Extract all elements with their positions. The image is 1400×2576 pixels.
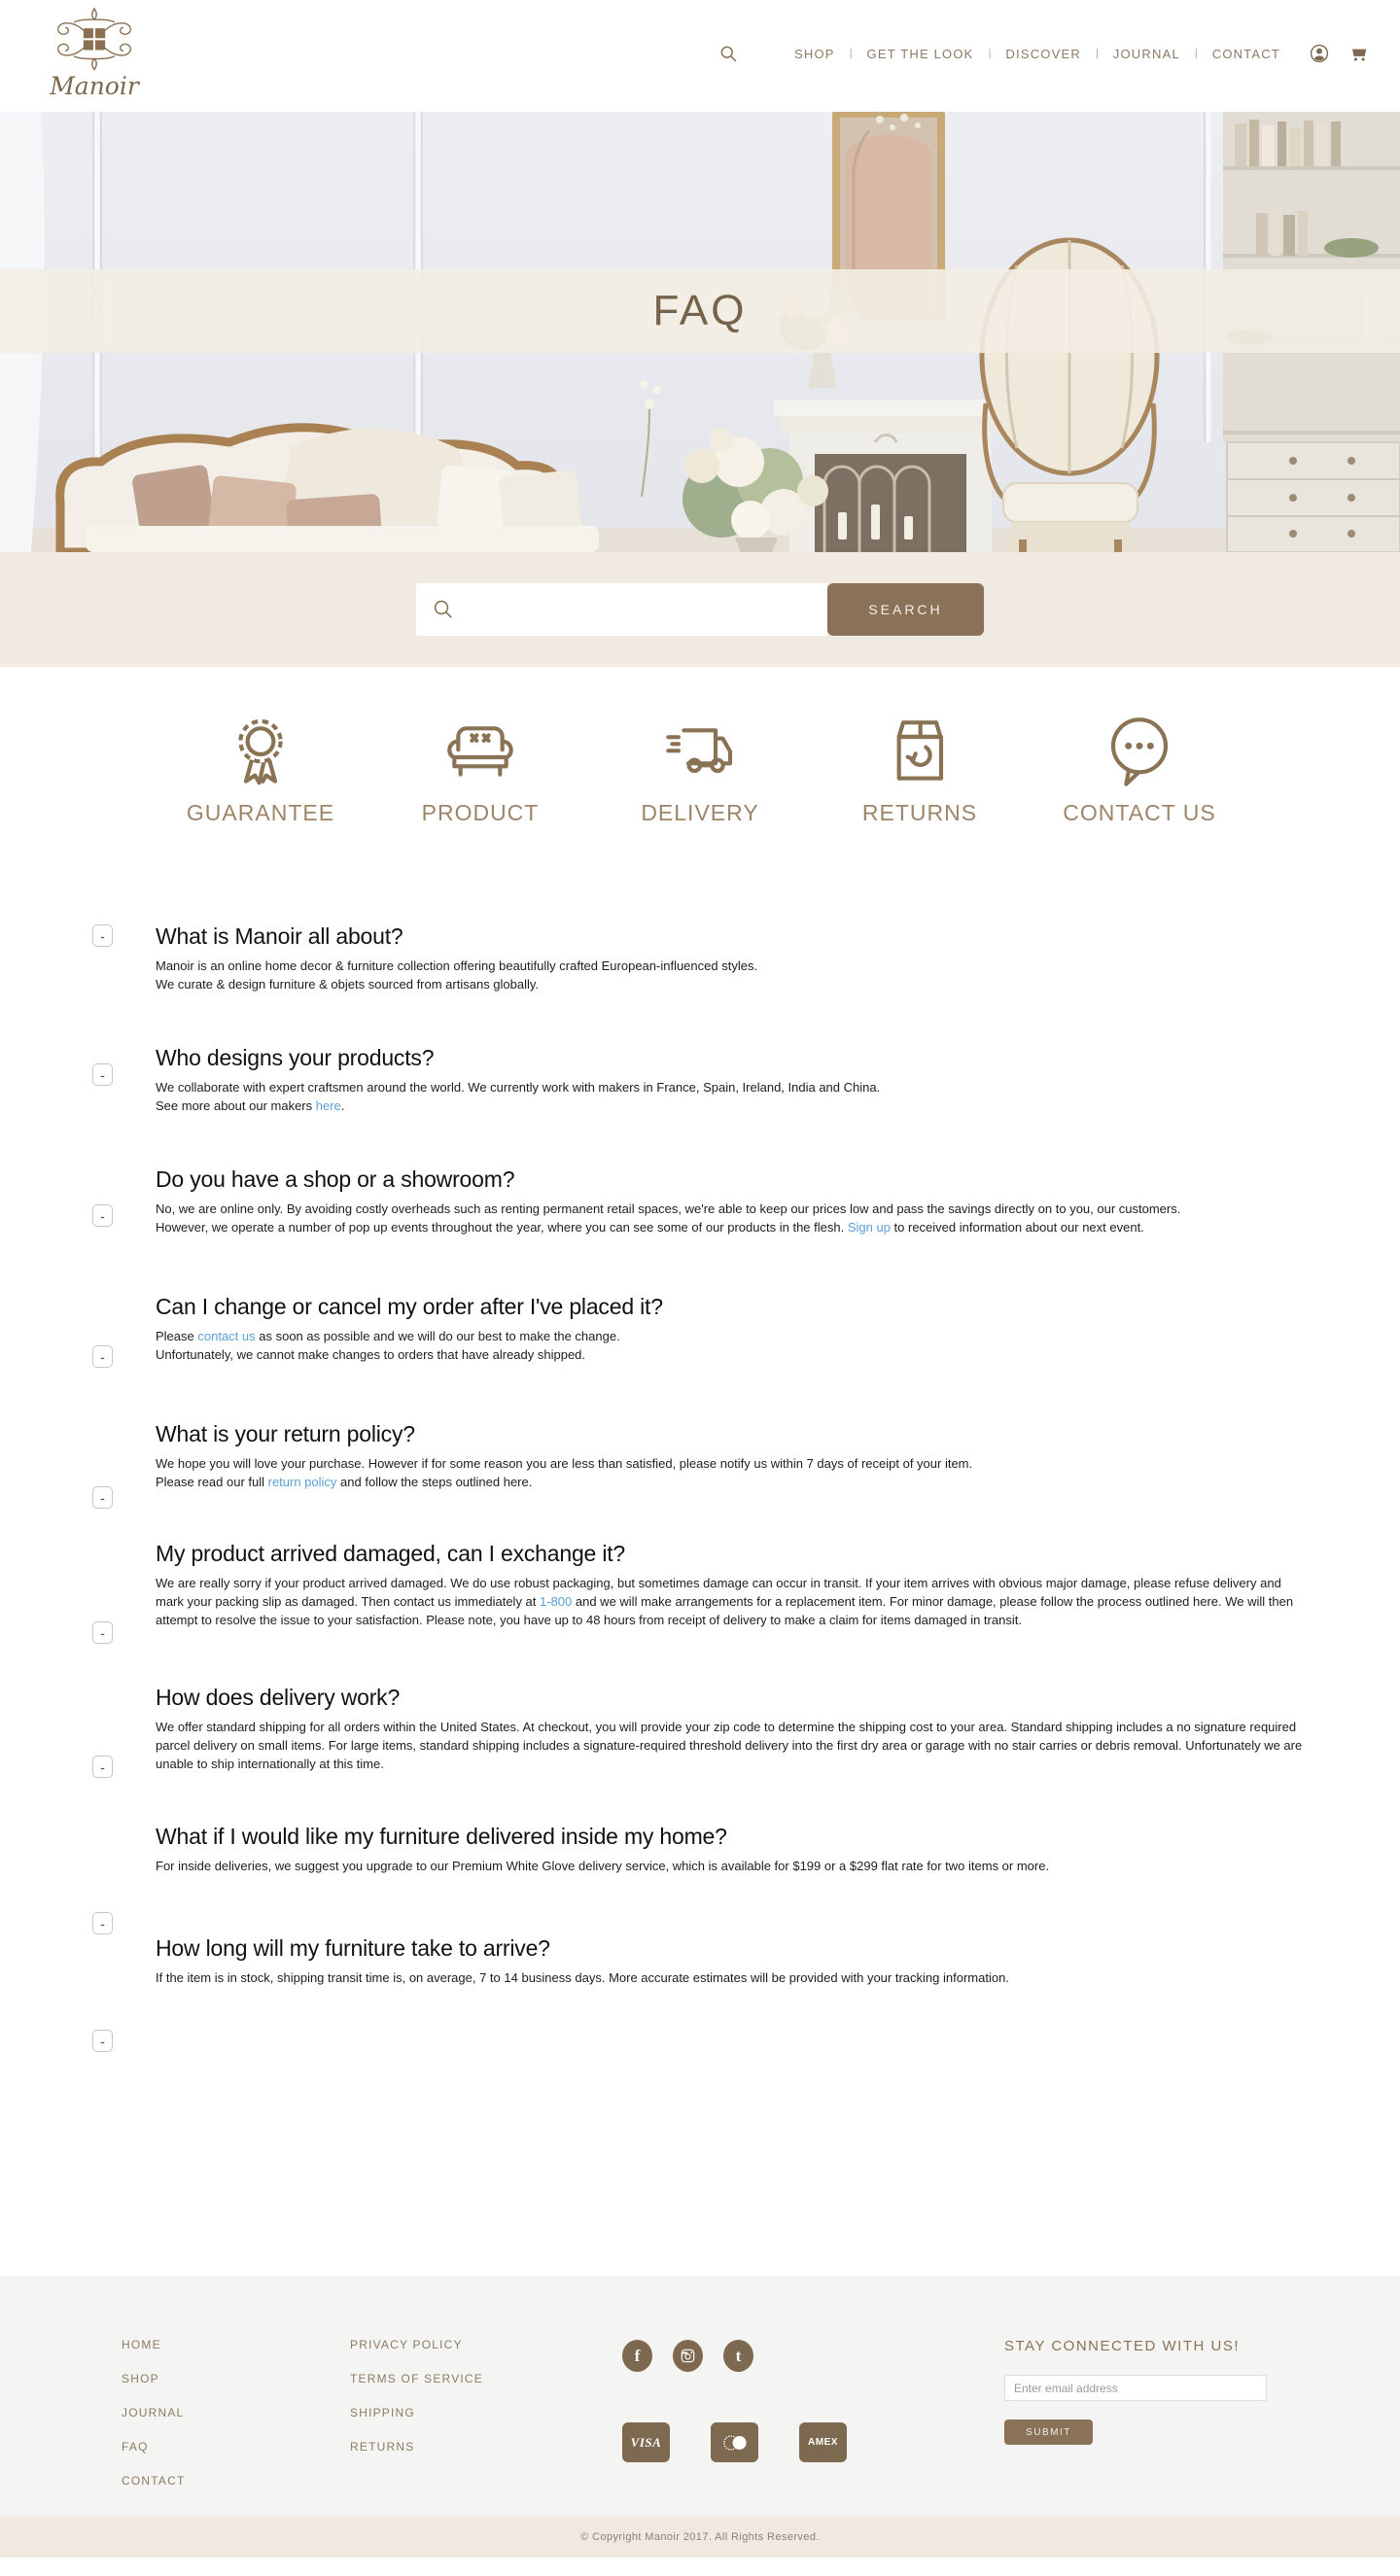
faq-toggle-button[interactable]: - xyxy=(92,1486,113,1509)
faq-item xyxy=(92,1293,1312,1364)
faq-answer-text: We are really sorry if your product arrived damaged. We do use robust packaging, but sometimes damage can occur in transit. If your item arrives with obvious major damage, please refuse delivery and mark your packing slip as damaged. Then contact us immediately at xyxy=(156,1576,1281,1609)
search-button[interactable]: SEARCH xyxy=(827,583,984,636)
footer-link-shipping[interactable]: SHIPPING xyxy=(350,2406,415,2419)
faq-item xyxy=(92,1540,1312,1641)
faq-answer-text: For inside deliveries, we suggest you upgrade to our Premium White Glove delivery service, which is available for $199 or a $299 flat rate for two items or more. xyxy=(156,1859,1050,1873)
faq-search-section xyxy=(0,552,1400,667)
faq-answer-text: We curate & design furniture & objets sourced from artisans globally. xyxy=(156,977,540,992)
hero-title-band xyxy=(0,269,1400,353)
faq-item xyxy=(92,1684,1312,1773)
category-label: RETURNS xyxy=(861,800,978,825)
faq-answer-text: as soon as possible and we will do our best to make the change. xyxy=(255,1329,620,1343)
return-box-icon xyxy=(881,712,959,789)
payment-row xyxy=(622,2422,943,2462)
faq-search-input[interactable] xyxy=(455,583,827,636)
faq-question: Do you have a shop or a showroom? xyxy=(156,1166,515,1192)
faq-answer-text: We collaborate with expert craftsmen around the world. We currently work with makers in France, Spain, Ireland, India and China. xyxy=(156,1080,881,1095)
newsletter-email-input[interactable] xyxy=(1004,2375,1267,2401)
faq-question: My product arrived damaged, can I exchange it? xyxy=(156,1541,626,1566)
faq-answer-text: Manoir is an online home decor & furniture collection offering beautifully crafted European-influenced styles. xyxy=(156,958,758,973)
faq-toggle-button[interactable]: - xyxy=(92,1063,113,1086)
faq-question: What if I would like my furniture delivered inside my home? xyxy=(156,1824,727,1849)
faq-toggle-button[interactable]: - xyxy=(92,1621,113,1644)
footer-links-secondary xyxy=(350,2338,622,2517)
sofa-icon xyxy=(441,712,519,789)
hero-banner xyxy=(0,112,1400,552)
footer-link-home[interactable]: HOME xyxy=(122,2338,161,2351)
faq-toggle-button[interactable]: - xyxy=(92,924,113,947)
visa-badge: VISA xyxy=(622,2422,670,2462)
newsletter-submit-button[interactable]: SUBMIT xyxy=(1004,2419,1093,2445)
faq-toggle-button[interactable]: - xyxy=(92,1912,113,1934)
site-footer xyxy=(0,2276,1400,2517)
mastercard-badge xyxy=(711,2422,758,2462)
faq-question: What is your return policy? xyxy=(156,1421,415,1446)
category-label: GUARANTEE xyxy=(186,800,335,825)
social-row xyxy=(622,2340,943,2372)
faq-item xyxy=(92,1044,1312,1115)
brand-logo[interactable] xyxy=(46,6,143,100)
nav-separator: | xyxy=(1095,48,1099,59)
faq-answer-text: Please read our full xyxy=(156,1475,268,1489)
category-label: DELIVERY xyxy=(641,800,759,825)
main-nav xyxy=(718,43,1369,64)
faq-answer-text: Unfortunately, we cannot make changes to orders that have already shipped. xyxy=(156,1347,586,1362)
category-item-contact-us[interactable] xyxy=(1030,712,1249,852)
account-icon[interactable] xyxy=(1309,43,1330,64)
footer-link-contact[interactable]: CONTACT xyxy=(122,2474,186,2488)
faq-inline-link[interactable]: contact us xyxy=(197,1329,256,1343)
faq-toggle-button[interactable]: - xyxy=(92,2030,113,2052)
faq-inline-link[interactable]: here xyxy=(315,1098,341,1113)
faq-toggle-button[interactable]: - xyxy=(92,1756,113,1778)
faq-inline-link[interactable]: 1-800 xyxy=(540,1594,573,1609)
faq-answer xyxy=(156,1454,1312,1491)
category-item-returns[interactable] xyxy=(810,712,1030,852)
footer-link-terms-of-service[interactable]: TERMS OF SERVICE xyxy=(350,2372,483,2385)
faq-question: How does delivery work? xyxy=(156,1685,401,1710)
search-icon[interactable] xyxy=(718,44,739,64)
faq-answer xyxy=(156,1857,1312,1875)
faq-inline-link[interactable]: Sign up xyxy=(847,1220,891,1235)
faq-item xyxy=(92,1823,1312,1932)
nav-link-get-the-look[interactable]: GET THE LOOK xyxy=(866,46,974,61)
faq-answer xyxy=(156,957,1312,993)
nav-link-journal[interactable]: JOURNAL xyxy=(1112,46,1180,61)
footer-link-privacy-policy[interactable]: PRIVACY POLICY xyxy=(350,2338,463,2351)
faq-answer-text: We hope you will love your purchase. However if for some reason you are less than satisfied, please notify us within 7 days of receipt of your item. xyxy=(156,1456,973,1471)
faq-item xyxy=(92,1166,1312,1236)
faq-answer-text: . xyxy=(340,1098,345,1113)
nav-links xyxy=(780,47,1295,61)
faq-answer-text: to received information about our next event. xyxy=(890,1220,1144,1235)
nav-link-contact[interactable]: CONTACT xyxy=(1211,46,1280,61)
faq-category-row xyxy=(0,667,1400,852)
faq-answer xyxy=(156,1574,1312,1629)
faq-inline-link[interactable]: return policy xyxy=(267,1475,337,1489)
faq-question: Can I change or cancel my order after I've placed it? xyxy=(156,1294,663,1319)
site-header xyxy=(0,0,1400,112)
footer-link-shop[interactable]: SHOP xyxy=(122,2372,159,2385)
faq-answer-text: If the item is in stock, shipping transit time is, on average, 7 to 14 business days. More accurate estimates will be provided with your tracking information. xyxy=(156,1970,1009,1985)
category-item-delivery[interactable] xyxy=(590,712,810,852)
instagram-icon[interactable] xyxy=(673,2340,703,2372)
faq-answer-text: Please xyxy=(156,1329,198,1343)
award-ribbon-icon xyxy=(222,712,299,789)
faq-search-box xyxy=(416,583,827,636)
faq-answer-text: See more about our makers xyxy=(156,1098,316,1113)
brand-name: Manoir xyxy=(50,72,139,100)
copyright-bar xyxy=(0,2517,1400,2558)
faq-answer xyxy=(156,1718,1312,1773)
faq-answer xyxy=(156,1200,1312,1236)
faq-answer-text: and we will make arrangements for a replacement item. For minor damage, please follow the process outlined here. We will then attempt to resolve the issue to your satisfaction. Please note, you have up to 48 hours from receipt of delivery to make a claim for items damaged in transit. xyxy=(156,1594,1294,1627)
cart-icon[interactable] xyxy=(1348,43,1369,64)
chat-bubble-icon xyxy=(1101,712,1178,789)
nav-separator: | xyxy=(988,48,992,59)
category-label: PRODUCT xyxy=(421,800,540,825)
twitter-icon[interactable]: t xyxy=(723,2340,753,2372)
newsletter-heading: STAY CONNECTED WITH US! xyxy=(1004,2338,1241,2354)
category-label: CONTACT US xyxy=(1063,800,1216,825)
faq-toggle-button[interactable]: - xyxy=(92,1204,113,1227)
category-item-product[interactable] xyxy=(370,712,590,852)
faq-item xyxy=(92,922,1312,993)
page-title: FAQ xyxy=(652,287,748,334)
footer-link-faq[interactable]: FAQ xyxy=(122,2440,149,2454)
nav-link-discover[interactable]: DISCOVER xyxy=(1005,46,1081,61)
footer-links-primary xyxy=(122,2338,350,2517)
faq-item xyxy=(92,1934,1312,2049)
faq-question: What is Manoir all about? xyxy=(156,923,403,949)
faq-answer xyxy=(156,1327,1312,1364)
faq-answer xyxy=(156,1078,1312,1115)
footer-social-payments xyxy=(622,2338,943,2517)
faq-answer-text: and follow the steps outlined here. xyxy=(336,1475,533,1489)
footer-link-journal[interactable]: JOURNAL xyxy=(122,2406,185,2419)
faq-answer-text: We offer standard shipping for all orders within the United States. At checkout, you will provide your zip code to determine the shipping cost to your area. Standard shipping includes a no signature required parcel delivery on small items. For large items, standard shipping includes a signature-required threshold delivery into the first dry area or garage with no stair carries or debris removal. Unfortunately we are unable to ship internationally at this time. xyxy=(156,1720,1303,1771)
nav-separator: | xyxy=(1194,48,1198,59)
faq-question: Who designs your products? xyxy=(156,1045,435,1070)
faq-answer xyxy=(156,1968,1312,1987)
faq-list xyxy=(0,852,1400,2276)
amex-badge: AMEX xyxy=(799,2422,847,2462)
faq-toggle-button[interactable]: - xyxy=(92,1345,113,1368)
nav-link-shop[interactable]: SHOP xyxy=(794,46,835,61)
facebook-icon[interactable]: f xyxy=(622,2340,652,2372)
category-item-guarantee[interactable] xyxy=(151,712,370,852)
faq-answer-text: No, we are online only. By avoiding costly overheads such as renting permanent retail spaces, we're able to keep our prices low and pass the savings directly on to you, our customers. xyxy=(156,1201,1181,1216)
nav-separator: | xyxy=(849,48,853,59)
copyright-text: © Copyright Manoir 2017. All Rights Reserved. xyxy=(580,2531,820,2543)
newsletter-signup xyxy=(1004,2338,1308,2517)
faq-answer-text: However, we operate a number of pop up events throughout the year, where you can see some of our products in the flesh. xyxy=(156,1220,848,1235)
faq-item xyxy=(92,1420,1312,1506)
brand-ornament-icon xyxy=(50,6,139,74)
search-icon xyxy=(432,598,455,621)
faq-question: How long will my furniture take to arrive? xyxy=(156,1935,550,1961)
delivery-truck-icon xyxy=(661,712,739,789)
footer-link-returns[interactable]: RETURNS xyxy=(350,2440,415,2454)
